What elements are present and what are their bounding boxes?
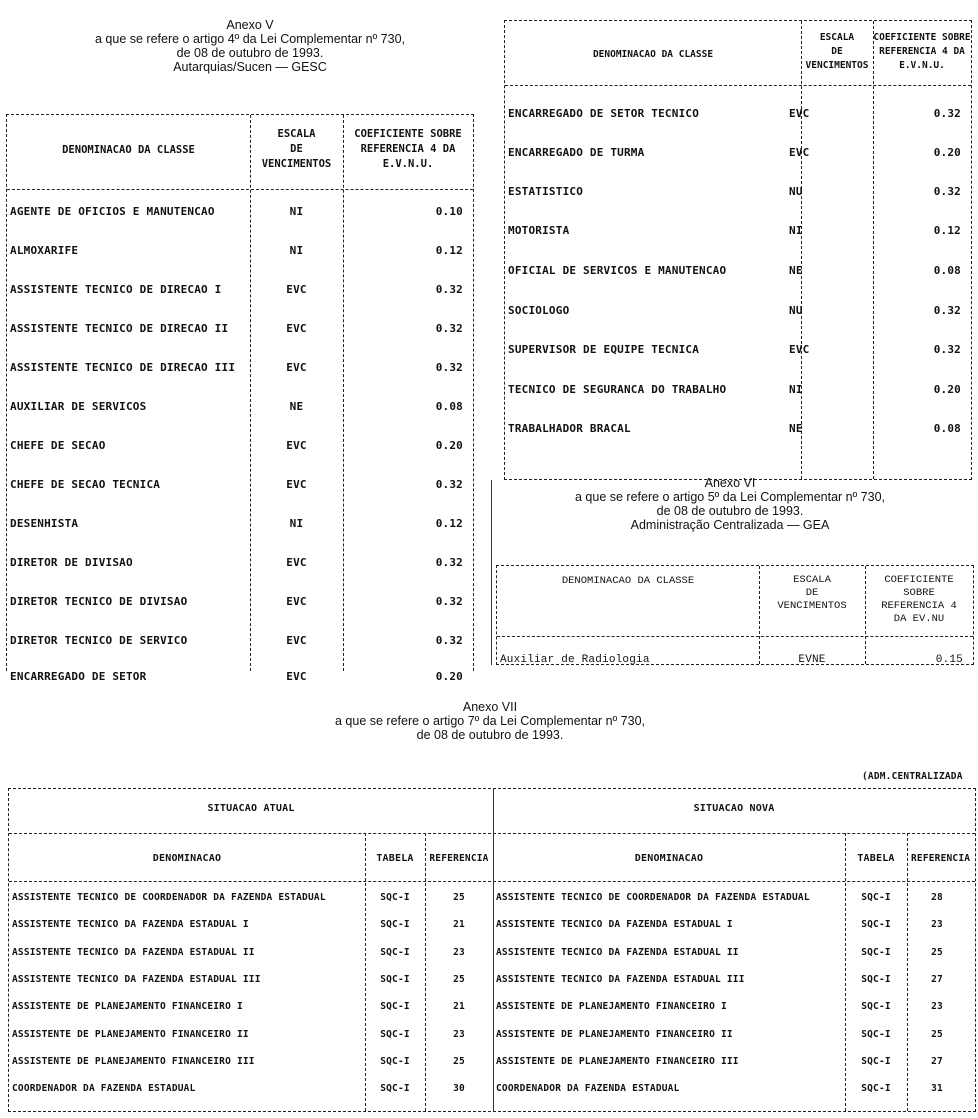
nova-tabela-cell: SQC-I <box>861 1083 891 1094</box>
atual-tabela-cell: SQC-I <box>380 892 410 903</box>
header-divider <box>9 881 975 882</box>
atual-cell: ASSISTENTE TECNICO DA FAZENDA ESTADUAL II <box>12 947 255 958</box>
coef-cell: 0.32 <box>435 595 463 608</box>
classe-cell: CHEFE DE SECAO TECNICA <box>10 478 161 491</box>
header-divider <box>7 189 473 190</box>
classe-cell: CHEFE DE SECAO <box>10 439 106 452</box>
atual-tabela-cell: SQC-I <box>380 1001 410 1012</box>
classe-cell: ENCARREGADO DE SETOR <box>10 670 147 683</box>
escala-cell: NU <box>789 185 803 198</box>
atual-ref-cell: 23 <box>453 947 465 958</box>
classe-cell: ENCARREGADO DE SETOR TECNICO <box>508 107 700 120</box>
coef-cell: 0.20 <box>933 383 961 396</box>
header-divider <box>9 833 975 834</box>
atual-cell: ASSISTENTE DE PLANEJAMENTO FINANCEIRO III <box>12 1056 255 1067</box>
classe-cell: DIRETOR DE DIVISAO <box>10 556 133 569</box>
anexo-v-caption <box>40 18 460 74</box>
header-denominacao: DENOMINACAO DA CLASSE <box>62 144 195 156</box>
classe-cell: SOCIOLOGO <box>508 304 570 317</box>
column-separator <box>491 480 492 665</box>
nova-ref-cell: 23 <box>931 919 943 930</box>
coef-cell: 0.08 <box>933 422 961 435</box>
nova-ref-cell: 31 <box>931 1083 943 1094</box>
coef-cell: 0.12 <box>435 517 463 530</box>
coef-cell: 0.32 <box>933 343 961 356</box>
anexo-vi-date: de 08 de outubro de 1993. <box>656 504 804 518</box>
nova-ref-cell: 28 <box>931 892 943 903</box>
classe-cell: ALMOXARIFE <box>10 244 79 257</box>
classe-cell: Auxiliar de Radiologia <box>500 654 650 666</box>
col-divider <box>907 833 908 1111</box>
escala-cell: EVC <box>286 322 307 335</box>
coef-cell: 0.12 <box>435 244 463 257</box>
nova-ref-cell: 27 <box>931 974 943 985</box>
coef-cell: 0.32 <box>435 322 463 335</box>
col-divider <box>801 21 802 479</box>
coef-cell: 0.20 <box>435 670 463 683</box>
atual-ref-cell: 25 <box>453 974 465 985</box>
col-divider <box>250 115 251 671</box>
col-divider <box>425 833 426 1111</box>
classe-cell: DIRETOR TECNICO DE DIVISAO <box>10 595 188 608</box>
atual-cell: ASSISTENTE TECNICO DE COORDENADOR DA FAZENDA ESTADUAL <box>12 892 326 903</box>
atual-cell: ASSISTENTE TECNICO DA FAZENDA ESTADUAL III <box>12 974 261 985</box>
escala-cell: NI <box>789 383 803 396</box>
nova-tabela-cell: SQC-I <box>861 974 891 985</box>
atual-ref-cell: 25 <box>453 892 465 903</box>
anexo-vi-table <box>496 565 974 665</box>
anexo-vii-title: Anexo VII <box>462 700 518 714</box>
header-escala: ESCALA DE VENCIMENTOS <box>777 574 847 612</box>
escala-cell: EVC <box>286 595 307 608</box>
atual-tabela-cell: SQC-I <box>380 919 410 930</box>
atual-cell: ASSISTENTE DE PLANEJAMENTO FINANCEIRO I <box>12 1001 243 1012</box>
coef-cell: 0.15 <box>935 654 963 666</box>
coef-cell: 0.08 <box>435 400 463 413</box>
escala-cell: EVC <box>286 670 307 683</box>
classe-cell: AGENTE DE OFICIOS E MANUTENCAO <box>10 205 215 218</box>
escala-cell: EVC <box>286 439 307 452</box>
anexo-vi-title: Anexo VI <box>704 476 756 490</box>
classe-cell: MOTORISTA <box>508 224 570 237</box>
escala-cell: EVC <box>789 146 810 159</box>
nova-cell: ASSISTENTE TECNICO DE COORDENADOR DA FAZENDA ESTADUAL <box>496 892 810 903</box>
col-referencia-nova-clip <box>907 849 974 869</box>
col-tabela-nova: TABELA <box>857 853 895 864</box>
col-referencia-atual: REFERENCIA <box>429 853 489 864</box>
header-escala: ESCALA DE VENCIMENTOS <box>805 32 869 71</box>
nova-tabela-cell: SQC-I <box>861 1001 891 1012</box>
classe-cell: ENCARREGADO DE TURMA <box>508 146 645 159</box>
coef-cell: 0.32 <box>435 361 463 374</box>
coef-cell: 0.20 <box>435 439 463 452</box>
escala-cell: EVC <box>789 343 810 356</box>
col-tabela-atual: TABELA <box>376 853 414 864</box>
classe-cell: AUXILIAR DE SERVICOS <box>10 400 147 413</box>
anexo-vii-note: (ADM.CENTRALIZADA <box>862 771 963 782</box>
escala-cell: EVC <box>286 634 307 647</box>
classe-cell: TECNICO DE SEGURANCA DO TRABALHO <box>508 383 727 396</box>
col-divider <box>873 21 874 479</box>
nova-tabela-cell: SQC-I <box>861 892 891 903</box>
anexo-vi-subtitle: a que se refere o artigo 5º da Lei Complementar nº 730, <box>574 490 885 504</box>
coef-cell: 0.32 <box>435 634 463 647</box>
atual-tabela-cell: SQC-I <box>380 1056 410 1067</box>
coef-cell: 0.10 <box>435 205 463 218</box>
classe-cell: OFICIAL DE SERVICOS E MANUTENCAO <box>508 264 727 277</box>
classe-cell: ESTATISTICO <box>508 185 584 198</box>
nova-cell: ASSISTENTE TECNICO DA FAZENDA ESTADUAL III <box>496 974 745 985</box>
header-denominacao: DENOMINACAO DA CLASSE <box>592 49 714 60</box>
col-denominacao-nova: DENOMINACAO <box>634 853 704 864</box>
escala-cell: EVC <box>286 556 307 569</box>
col-denominacao-atual: DENOMINACAO <box>152 853 222 864</box>
atual-tabela-cell: SQC-I <box>380 1029 410 1040</box>
classe-cell: SUPERVISOR DE EQUIPE TECNICA <box>508 343 700 356</box>
col-divider <box>343 115 344 671</box>
escala-cell: EVNE <box>798 654 826 666</box>
situacao-nova-title: SITUACAO NOVA <box>693 803 775 814</box>
nova-cell: ASSISTENTE TECNICO DA FAZENDA ESTADUAL I <box>496 919 733 930</box>
header-divider <box>497 636 973 637</box>
classe-cell: ASSISTENTE TECNICO DE DIRECAO III <box>10 361 236 374</box>
classe-cell: ASSISTENTE TECNICO DE DIRECAO II <box>10 322 229 335</box>
atual-ref-cell: 23 <box>453 1029 465 1040</box>
header-divider <box>505 85 971 86</box>
atual-tabela-cell: SQC-I <box>380 947 410 958</box>
header-coeficiente: COEFICIENTE SOBRE REFERENCIA 4 DA E.V.N.U. <box>354 128 462 170</box>
anexo-vii-date: de 08 de outubro de 1993. <box>416 728 564 742</box>
classe-cell: DIRETOR TECNICO DE SERVICO <box>10 634 188 647</box>
nova-ref-cell: 27 <box>931 1056 943 1067</box>
coef-cell: 0.32 <box>933 107 961 120</box>
anexo-v-entity: Autarquias/Sucen — GESC <box>173 60 327 74</box>
anexo-vi-caption <box>515 476 945 532</box>
atual-tabela-cell: SQC-I <box>380 1083 410 1094</box>
nova-ref-cell: 25 <box>931 947 943 958</box>
escala-cell: NI <box>789 224 803 237</box>
escala-cell: NE <box>789 422 803 435</box>
header-denominacao: DENOMINACAO DA CLASSE <box>561 575 695 587</box>
anexo-v-continuation-table <box>504 20 972 480</box>
anexo-vii-table <box>8 788 976 1112</box>
escala-cell: NE <box>789 264 803 277</box>
nova-cell: ASSISTENTE DE PLANEJAMENTO FINANCEIRO II <box>496 1029 733 1040</box>
classe-cell: DESENHISTA <box>10 517 79 530</box>
header-escala: ESCALA DE VENCIMENTOS <box>261 128 332 170</box>
atual-cell: COORDENADOR DA FAZENDA ESTADUAL <box>12 1083 196 1094</box>
classe-cell: TRABALHADOR BRACAL <box>508 422 631 435</box>
nova-cell: ASSISTENTE TECNICO DA FAZENDA ESTADUAL II <box>496 947 739 958</box>
escala-cell: NI <box>289 244 304 257</box>
anexo-v-table <box>6 114 474 683</box>
col-divider <box>845 833 846 1111</box>
nova-cell: ASSISTENTE DE PLANEJAMENTO FINANCEIRO I <box>496 1001 727 1012</box>
coef-cell: 0.32 <box>435 478 463 491</box>
escala-cell: EVC <box>286 283 307 296</box>
escala-cell: NU <box>789 304 803 317</box>
escala-cell: NI <box>289 205 304 218</box>
situacao-atual-title: SITUACAO ATUAL <box>207 803 295 814</box>
anexo-v-title: Anexo V <box>226 18 274 32</box>
header-coeficiente: COEFICIENTE SOBRE REFERENCIA 4 DA EV.NU <box>881 574 957 625</box>
atual-tabela-cell: SQC-I <box>380 974 410 985</box>
nova-cell: ASSISTENTE DE PLANEJAMENTO FINANCEIRO III <box>496 1056 739 1067</box>
atual-ref-cell: 30 <box>453 1083 465 1094</box>
coef-cell: 0.32 <box>933 185 961 198</box>
atual-cell: ASSISTENTE TECNICO DA FAZENDA ESTADUAL I <box>12 919 249 930</box>
coef-cell: 0.08 <box>933 264 961 277</box>
nova-tabela-cell: SQC-I <box>861 947 891 958</box>
escala-cell: NE <box>289 400 304 413</box>
atual-cell: ASSISTENTE DE PLANEJAMENTO FINANCEIRO II <box>12 1029 249 1040</box>
anexo-vii-caption <box>270 700 710 742</box>
nova-ref-cell: 23 <box>931 1001 943 1012</box>
nova-tabela-cell: SQC-I <box>861 1029 891 1040</box>
coef-cell: 0.32 <box>435 556 463 569</box>
col-referencia-nova: REFERENCIA <box>911 853 971 864</box>
nova-ref-cell: 25 <box>931 1029 943 1040</box>
coef-cell: 0.20 <box>933 146 961 159</box>
escala-cell: EVC <box>286 478 307 491</box>
atual-ref-cell: 25 <box>453 1056 465 1067</box>
anexo-v-date: de 08 de outubro de 1993. <box>176 46 324 60</box>
escala-cell: EVC <box>789 107 810 120</box>
escala-cell: NI <box>289 517 304 530</box>
anexo-v-subtitle: a que se refere o artigo 4º da Lei Complementar nº 730, <box>94 32 405 46</box>
nova-cell: COORDENADOR DA FAZENDA ESTADUAL <box>496 1083 680 1094</box>
coef-cell: 0.32 <box>933 304 961 317</box>
escala-cell: EVC <box>286 361 307 374</box>
nova-tabela-cell: SQC-I <box>861 1056 891 1067</box>
coef-cell: 0.12 <box>933 224 961 237</box>
atual-ref-cell: 21 <box>453 1001 465 1012</box>
col-divider <box>365 833 366 1111</box>
classe-cell: ASSISTENTE TECNICO DE DIRECAO I <box>10 283 222 296</box>
header-coeficiente: COEFICIENTE SOBRE REFERENCIA 4 DA E.V.N.U. <box>873 32 971 71</box>
col-divider <box>493 789 494 1111</box>
nova-tabela-cell: SQC-I <box>861 919 891 930</box>
atual-ref-cell: 21 <box>453 919 465 930</box>
anexo-vi-entity: Administração Centralizada — GEA <box>630 518 830 532</box>
coef-cell: 0.32 <box>435 283 463 296</box>
anexo-vii-subtitle: a que se refere o artigo 7º da Lei Complementar nº 730, <box>334 714 645 728</box>
